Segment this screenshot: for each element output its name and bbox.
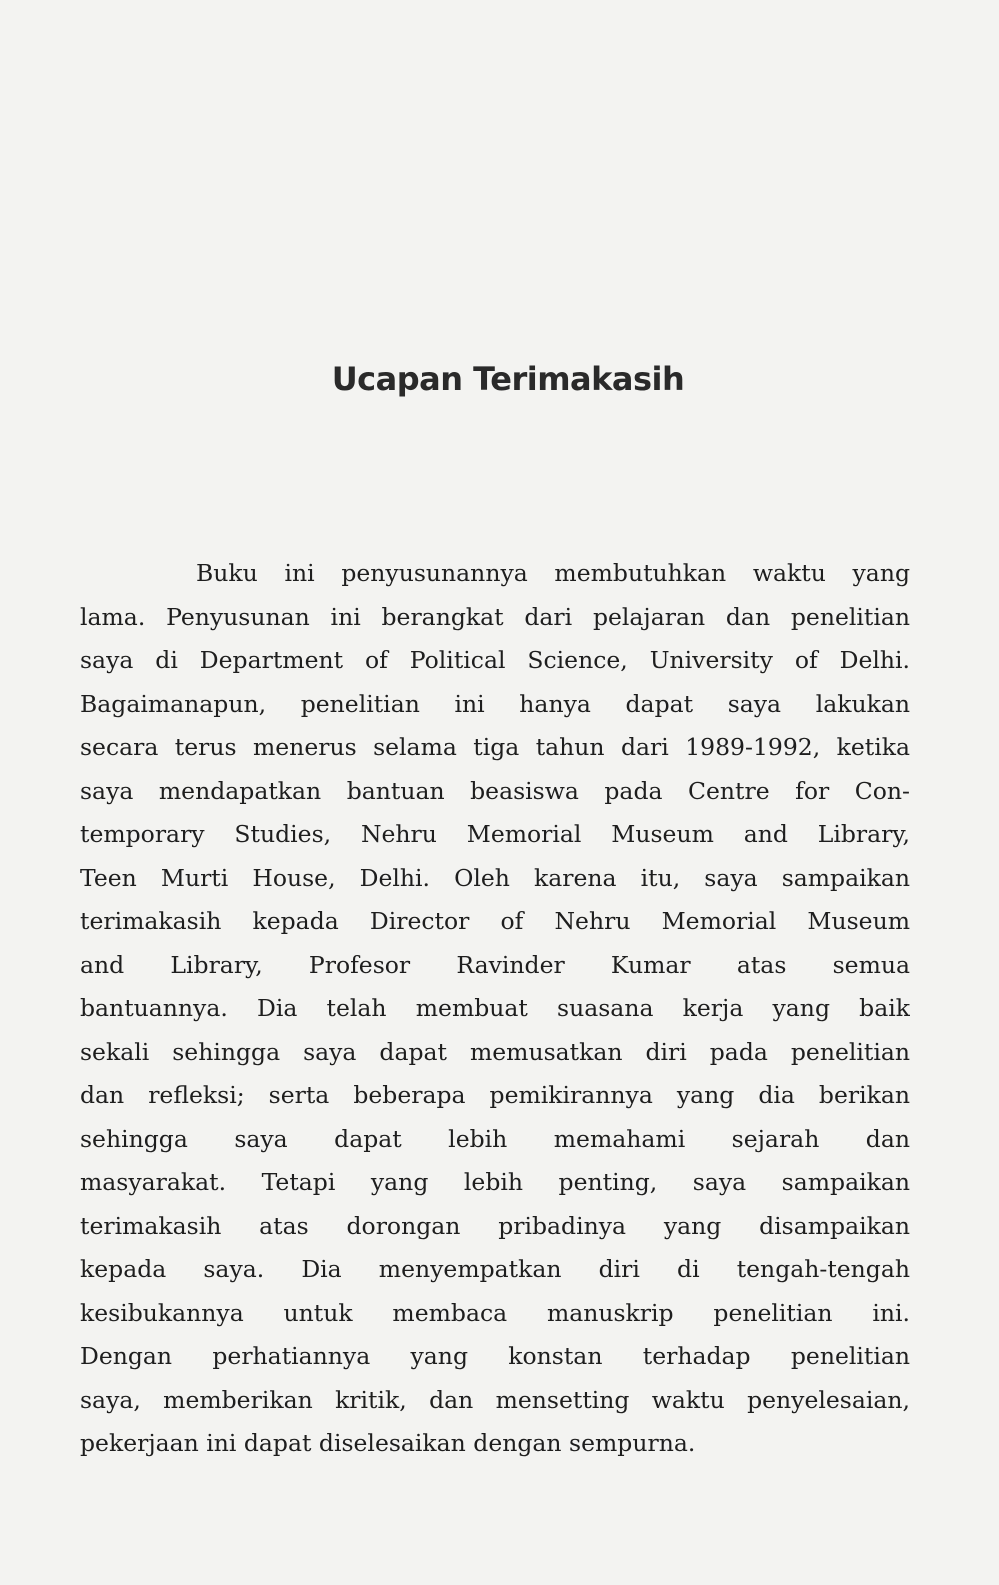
text-line: saya mendapatkan bantuan beasiswa pada Centre for Con-: [80, 776, 910, 805]
text-line: kepada saya. Dia menyempatkan diri di tengah-tengah: [80, 1255, 910, 1283]
text-line: Teen Murti House, Delhi. Oleh karena itu, saya sampaikan: [80, 863, 910, 892]
text-line: secara terus menerus selama tiga tahun dari 1989-1992, ketika: [80, 733, 910, 761]
text-line: kesibukannya untuk membaca manuskrip penelitian ini.: [80, 1298, 910, 1327]
text-line: Buku ini penyusunannya membutuhkan waktu yang: [196, 559, 910, 587]
text-line: Dengan perhatiannya yang konstan terhadap penelitian: [80, 1342, 910, 1370]
text-line: terimakasih kepada Director of Nehru Memorial Museum: [80, 907, 910, 935]
text-line: saya, memberikan kritik, dan mensetting waktu penyelesaian,: [80, 1385, 910, 1414]
page-title: Ucapan Terimakasih: [331, 360, 685, 398]
text-line: temporary Studies, Nehru Memorial Museum and Library,: [80, 820, 910, 848]
text-line: sehingga saya dapat lebih memahami sejarah dan: [80, 1124, 910, 1153]
text-line: sekali sehingga saya dapat memusatkan diri pada penelitian: [80, 1037, 910, 1066]
text-line: dan refleksi; serta beberapa pemikirannya yang dia berikan: [80, 1081, 910, 1109]
text-line: masyarakat. Tetapi yang lebih penting, saya sampaikan: [80, 1168, 910, 1196]
text-line: saya di Department of Political Science, University of Delhi.: [80, 646, 910, 674]
text-line: terimakasih atas dorongan pribadinya yang disampaikan: [80, 1211, 910, 1240]
body-paragraph: [80, 552, 910, 1466]
text-line: and Library, Profesor Ravinder Kumar atas semua: [80, 950, 910, 979]
text-line: Bagaimanapun, penelitian ini hanya dapat saya lakukan: [80, 689, 910, 718]
text-line: bantuannya. Dia telah membuat suasana kerja yang baik: [80, 994, 910, 1022]
text-line: lama. Penyusunan ini berangkat dari pelajaran dan penelitian: [80, 602, 910, 631]
text-line: pekerjaan ini dapat diselesaikan dengan sempurna.: [80, 1429, 696, 1457]
